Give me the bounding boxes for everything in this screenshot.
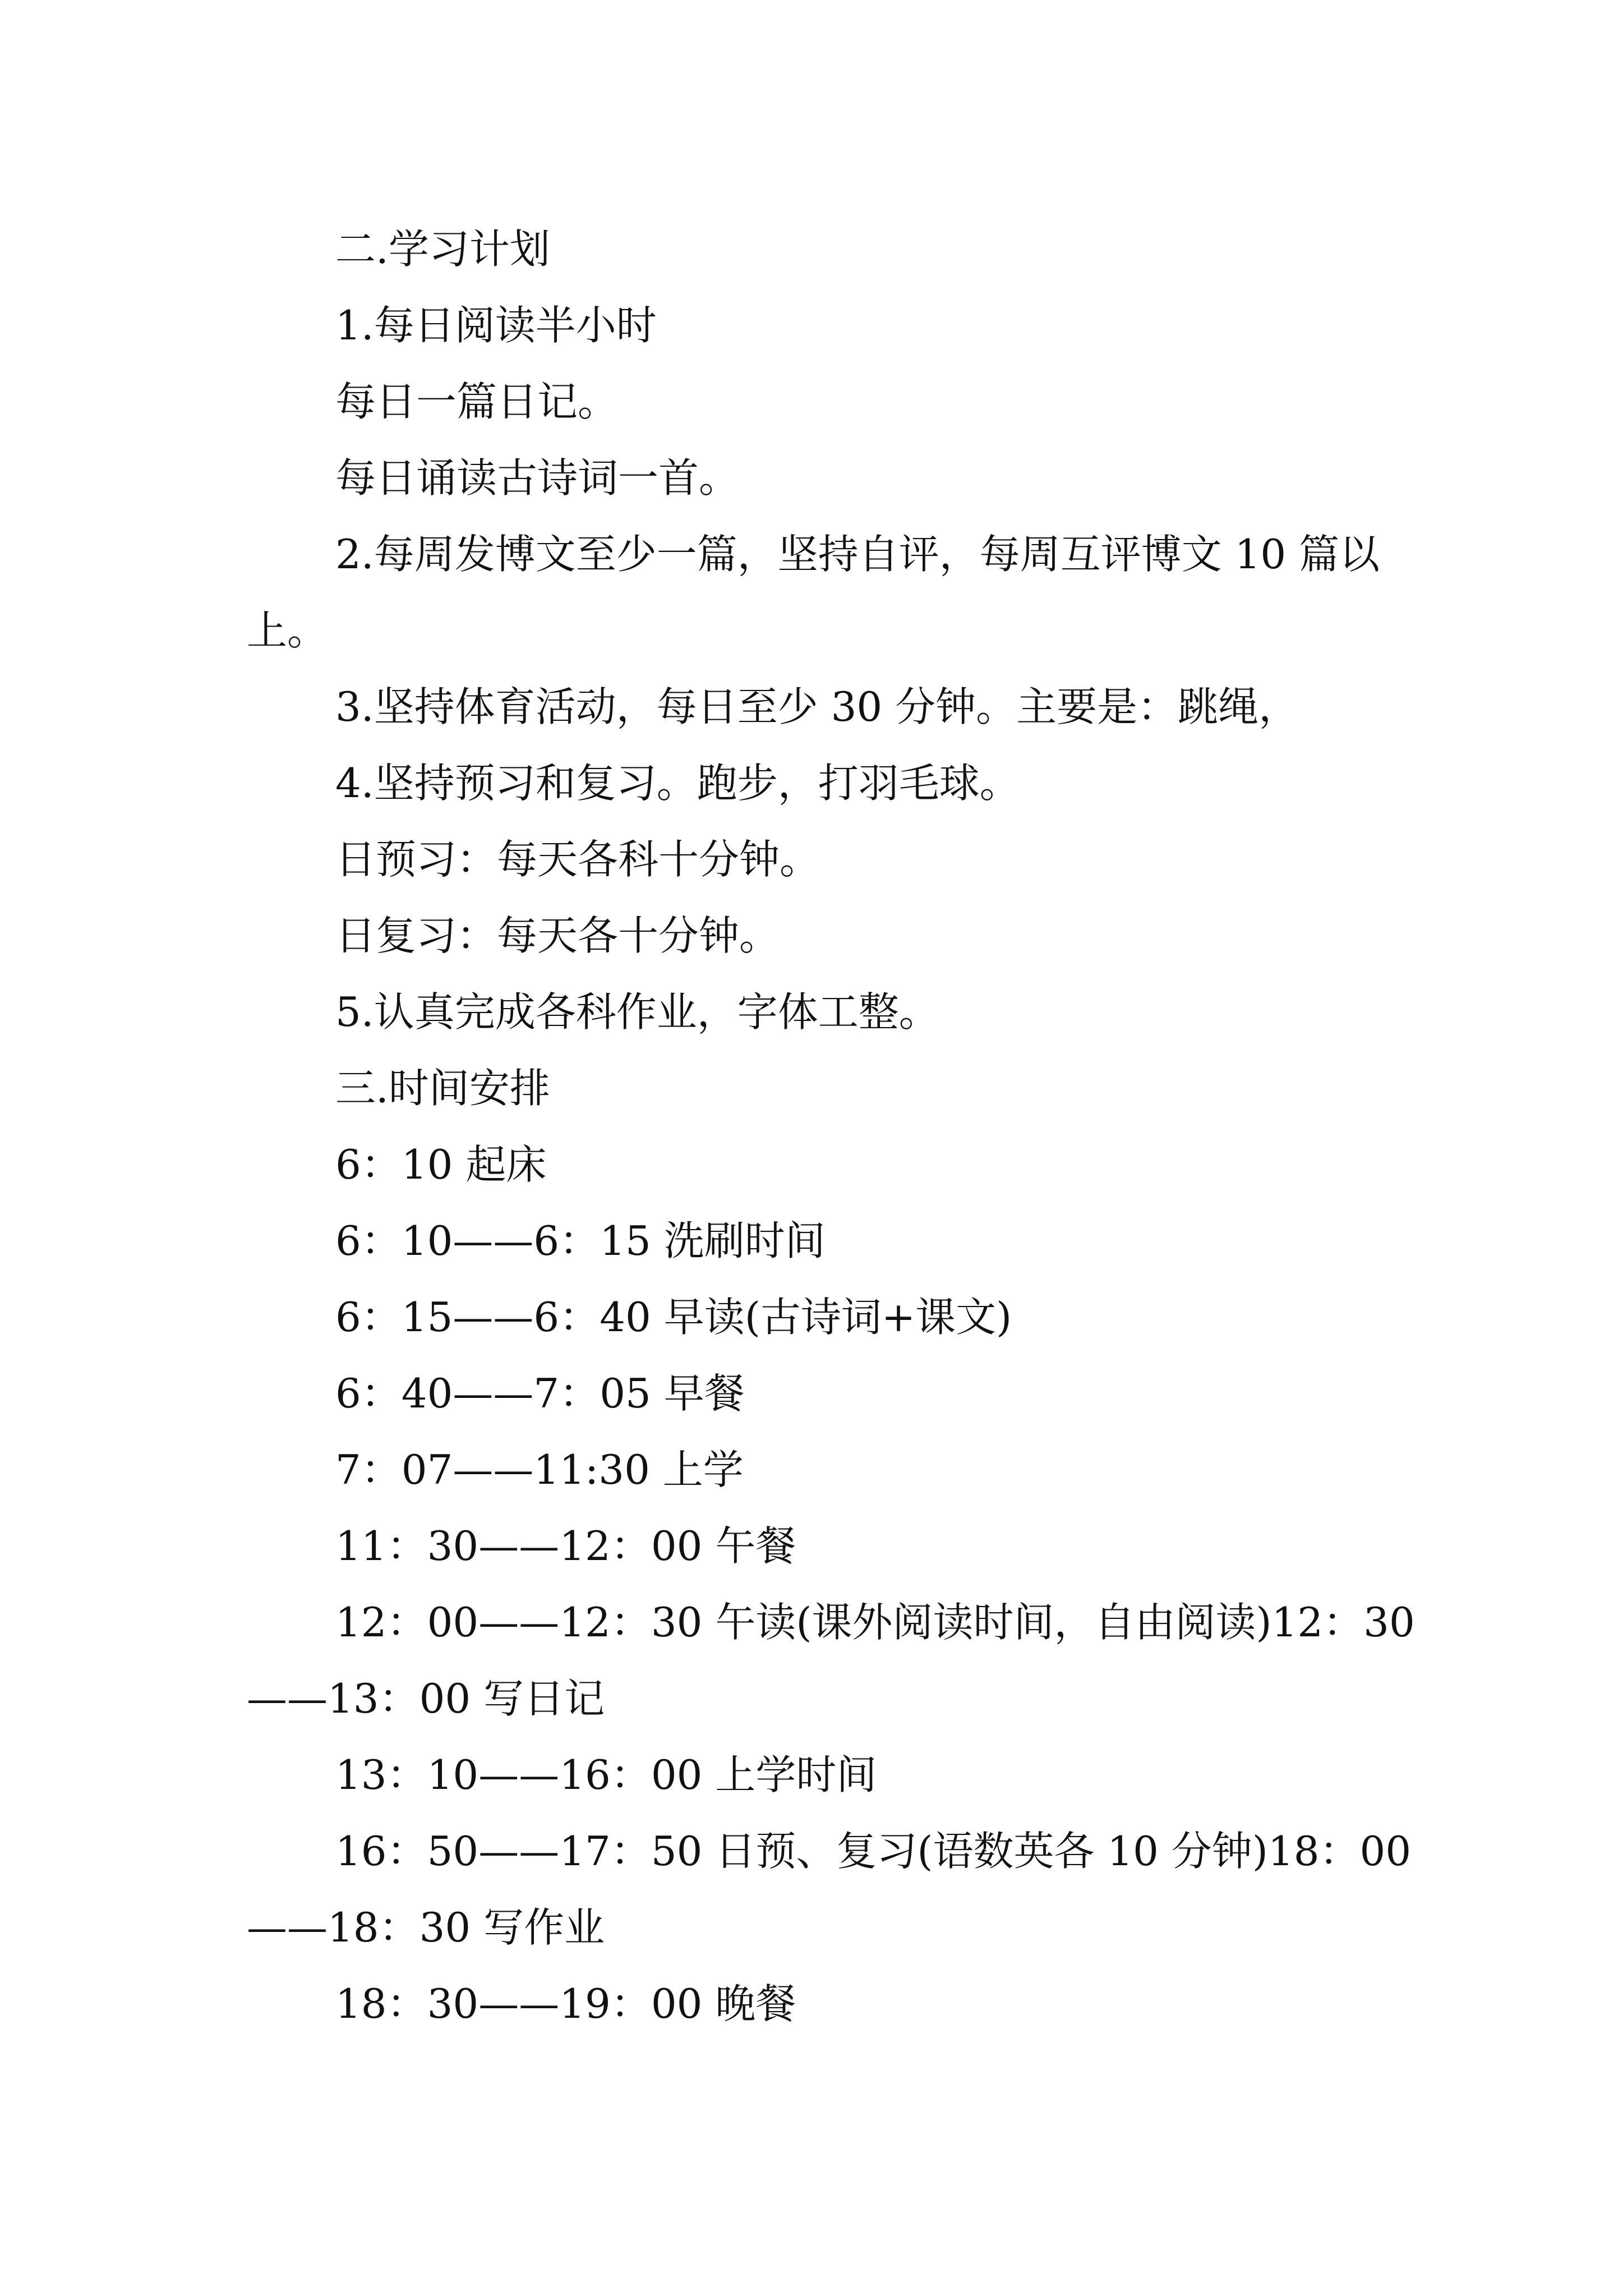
document-body (247, 211, 1424, 2042)
schedule-entry: 13：10——16：00 上学时间 (335, 1751, 877, 1798)
plan-item-5: 5.认真完成各科作业，字体工整。 (335, 988, 939, 1036)
schedule-entry: 6：40——7：05 早餐 (335, 1370, 745, 1417)
schedule-entry: 11：30——12：00 午餐 (335, 1522, 796, 1570)
plan-item-4: 4.坚持预习和复习。跑步，打羽毛球。 (335, 760, 1020, 807)
schedule-entry: 7：07——11:30 上学 (335, 1446, 744, 1493)
schedule-entry: 18：30——19：00 晚餐 (335, 1980, 796, 2027)
schedule-entry: 6：10——6：15 洗刷时间 (335, 1217, 826, 1264)
schedule-entry: 6：10 起床 (335, 1141, 547, 1188)
section-heading-study-plan: 二.学习计划 (335, 226, 550, 273)
section-heading-schedule: 三.时间安排 (335, 1065, 550, 1112)
plan-item-1-diary: 每日一篇日记。 (335, 378, 619, 425)
plan-item-1-poetry: 每日诵读古诗词一首。 (335, 454, 740, 501)
schedule-entry-wrapped: 16：50——17：50 日预、复习(语数英各 10 分钟)18：00——18：30 写作业 (247, 1828, 1412, 1951)
plan-item-2: 2.每周发博文至少一篇，坚持自评，每周互评博文 10 篇以上。 (247, 531, 1380, 654)
plan-item-1: 1.每日阅读半小时 (335, 302, 657, 349)
plan-item-4-review: 日复习：每天各十分钟。 (335, 912, 780, 959)
schedule-entry: 6：15——6：40 早读(古诗词+课文) (335, 1294, 1012, 1341)
plan-item-4-preview: 日预习：每天各科十分钟。 (335, 836, 820, 883)
plan-item-3: 3.坚持体育活动，每日至少 30 分钟。主要是：跳绳， (335, 683, 1299, 730)
schedule-entry-wrapped: 12：00——12：30 午读(课外阅读时间，自由阅读)12：30——13：00 写日记 (247, 1599, 1415, 1722)
